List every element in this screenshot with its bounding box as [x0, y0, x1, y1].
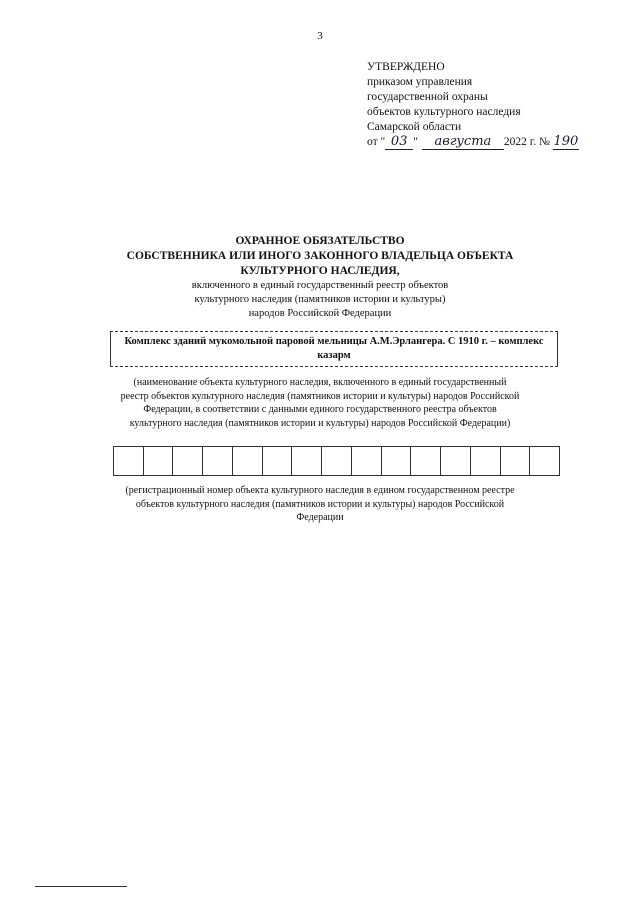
document-title [0, 234, 640, 321]
registration-number-cell [382, 446, 412, 476]
registration-number-cell [322, 446, 352, 476]
handwritten-order-number: 190 [553, 134, 579, 149]
caption-line: (регистрационный номер объекта культурного наследия в едином государственном реестре [125, 485, 515, 496]
registration-number-cell [233, 446, 263, 476]
registration-number-cell [292, 446, 322, 476]
registration-number-cell [263, 446, 293, 476]
footnote-separator [35, 886, 127, 887]
approval-line: приказом управления [367, 76, 473, 88]
registration-caption [0, 484, 640, 525]
object-name-caption [0, 376, 640, 430]
object-name-line: казарм [317, 350, 351, 361]
approval-stamp [367, 60, 607, 150]
registration-number-cell [530, 446, 560, 476]
registration-number-cell [441, 446, 471, 476]
handwritten-month: августа [422, 135, 504, 150]
caption-line: Федерации, в соответствии с данными единого государственного реестра объектов [143, 404, 497, 415]
year-and-number-label: 2022 г. № [503, 136, 550, 148]
object-name-box [110, 331, 558, 367]
caption-line: (наименование объекта культурного наследия, включенного в единый государственный [133, 377, 507, 388]
approval-line: УТВЕРЖДЕНО [367, 61, 445, 73]
caption-line: реестр объектов культурного наследия (памятников истории и культуры) народов Российской [120, 390, 520, 402]
registration-number-cell [144, 446, 174, 476]
registration-number-cell [471, 446, 501, 476]
subtitle-line: включенного в единый государственный реестр объектов [191, 280, 449, 291]
registration-number-cell [501, 446, 531, 476]
caption-line: культурного наследия (памятников истории и культуры) народов Российской Федерации) [129, 417, 511, 429]
approval-line: объектов культурного наследия [367, 106, 521, 118]
handwritten-day: 03 [385, 135, 413, 150]
registration-number-cell [203, 446, 233, 476]
title-line: КУЛЬТУРНОГО НАСЛЕДИЯ, [240, 265, 400, 277]
object-name-line: Комплекс зданий мукомольной паровой мельницы А.М.Эрлангера. С 1910 г. – комплекс [124, 336, 544, 347]
registration-number-cell [114, 446, 144, 476]
approval-line: Самарской области [367, 121, 462, 133]
caption-line: Федерации [296, 512, 344, 523]
date-quote-close: " [413, 136, 418, 148]
title-line: СОБСТВЕННИКА ИЛИ ИНОГО ЗАКОННОГО ВЛАДЕЛЬЦА ОБЪЕКТА [126, 250, 514, 262]
registration-number-cell [173, 446, 203, 476]
caption-line: объектов культурного наследия (памятников истории и культуры) народов Российской [135, 498, 505, 510]
approval-line: государственной охраны [367, 91, 488, 103]
registration-number-cell [352, 446, 382, 476]
subtitle-line: культурного наследия (памятников истории и культуры) [194, 294, 446, 305]
registration-number-grid [113, 446, 560, 476]
subtitle-line: народов Российской Федерации [248, 308, 392, 319]
date-prefix: от " [367, 136, 386, 148]
registration-number-cell [411, 446, 441, 476]
approval-date-line [367, 135, 607, 150]
page-number: 3 [317, 30, 323, 42]
title-line: ОХРАННОЕ ОБЯЗАТЕЛЬСТВО [235, 235, 405, 247]
